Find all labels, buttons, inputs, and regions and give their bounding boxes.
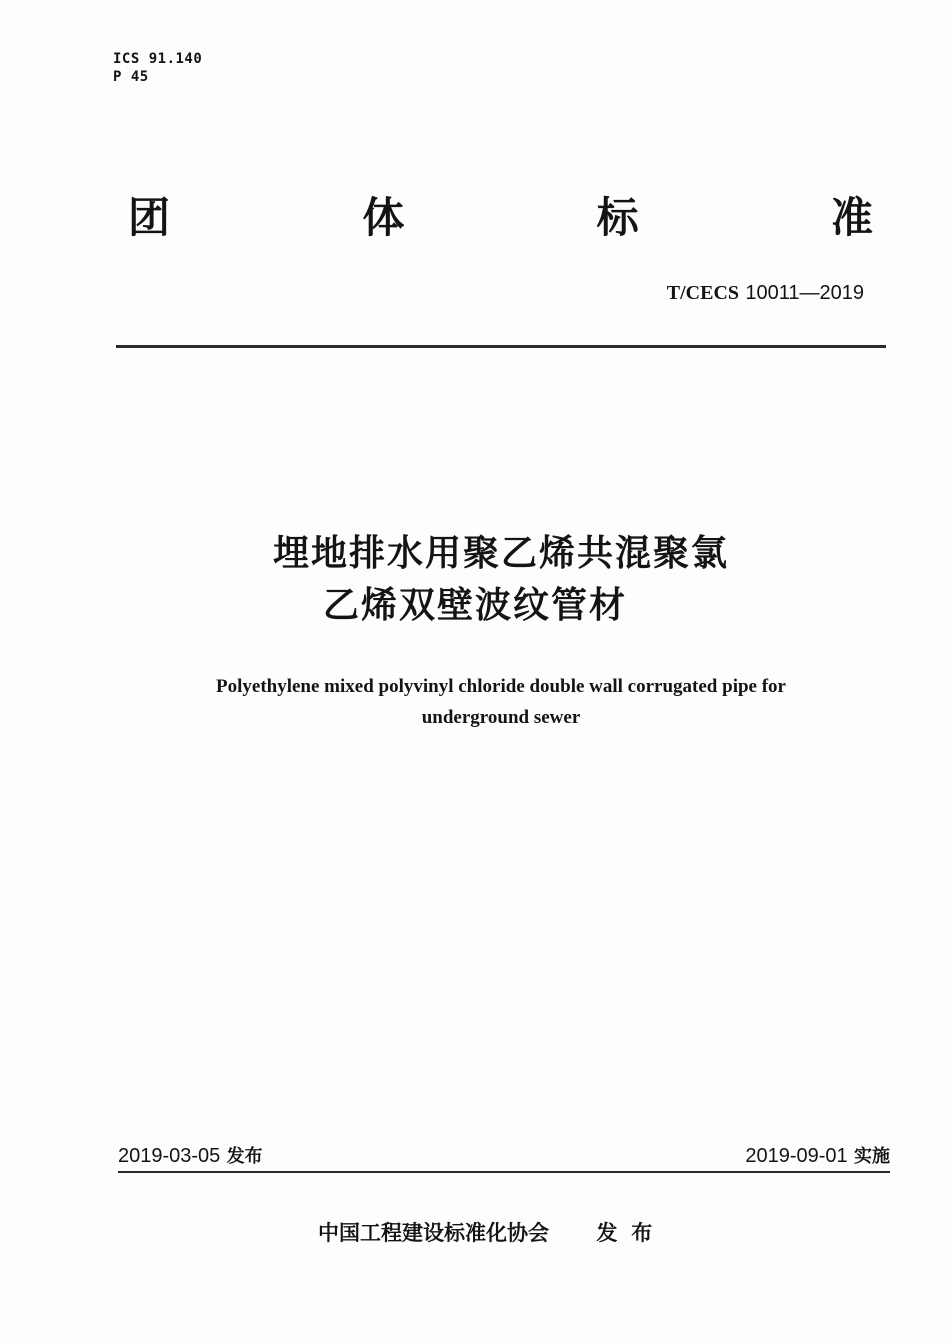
issue-label: 发布 (226, 1146, 263, 1167)
standard-number (667, 279, 864, 306)
english-title-line-2: underground sewer (421, 707, 581, 728)
english-title-line-1: Polyethylene mixed polyvinyl chloride double wall corrugated pipe for (216, 676, 786, 697)
standard-number-value: 10011—2019 (745, 282, 864, 304)
issue-date-block (118, 1140, 263, 1172)
top-divider (116, 345, 886, 348)
date-row (118, 1140, 890, 1170)
chinese-title-line-1: 埋地排水用聚乙烯共混聚氯 (272, 533, 729, 574)
chinese-title (0, 528, 950, 632)
issuer-line (318, 1218, 666, 1248)
ics-code: ICS 91.140 (113, 51, 203, 67)
implement-label: 实施 (854, 1146, 890, 1167)
standard-type-heading (128, 188, 873, 248)
classification-codes (113, 50, 202, 86)
standard-number-prefix: T/CECS (666, 282, 740, 304)
implement-date-block (745, 1140, 890, 1172)
bottom-divider (118, 1171, 890, 1173)
standard-type-char-3: 标 (596, 193, 639, 242)
issue-date: 2019-03-05 (118, 1145, 221, 1167)
issuer-action: 发布 (596, 1221, 667, 1245)
issuing-organization: 中国工程建设标准化协会 (318, 1221, 549, 1245)
standard-type-char-1: 团 (128, 193, 171, 242)
ccs-code: P 45 (113, 69, 149, 85)
chinese-title-line-2: 乙烯双壁波纹管材 (322, 585, 627, 626)
standard-type-char-2: 体 (362, 193, 405, 242)
implement-date: 2019-09-01 (745, 1145, 848, 1167)
english-title (0, 671, 950, 733)
standard-type-char-4: 准 (830, 193, 873, 242)
